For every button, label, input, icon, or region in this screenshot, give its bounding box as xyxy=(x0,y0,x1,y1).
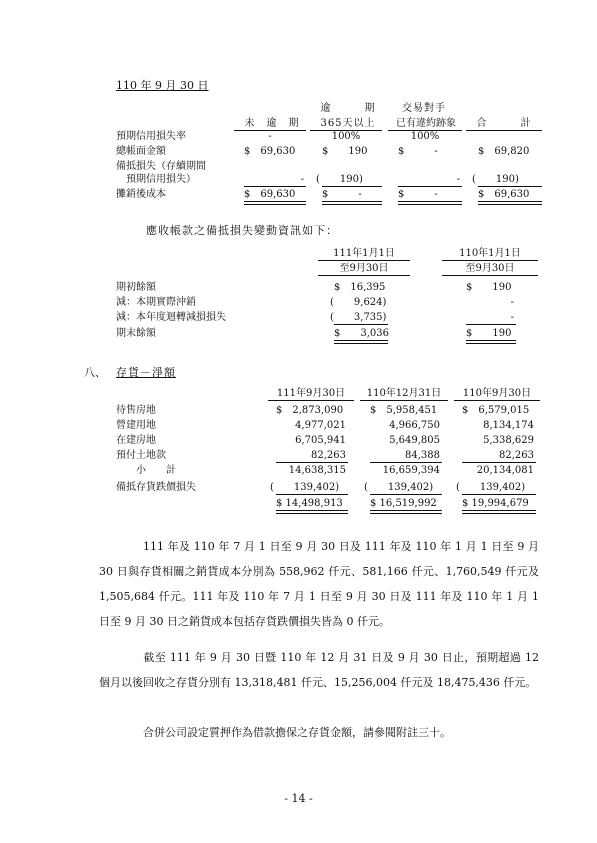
inventory-row-label: 預付土地款 xyxy=(116,450,166,461)
cell: 84,388 xyxy=(405,450,440,461)
allowance-col-b-line2: 至9月30日 xyxy=(465,263,515,274)
cell: 16,659,394 xyxy=(382,465,440,476)
subtotal-rule xyxy=(462,494,536,495)
row-label-allowance-2: 預期信用損失） xyxy=(116,174,196,185)
header-rule xyxy=(360,400,448,401)
allowance-row-label: 期末餘額 xyxy=(116,328,156,339)
header-rule xyxy=(318,275,410,276)
cell: ( 139,402) xyxy=(270,482,340,493)
cell: $ 190 xyxy=(466,282,512,293)
cell: $ - xyxy=(398,146,438,157)
header-rule xyxy=(454,400,540,401)
cell: ( 190) xyxy=(472,174,519,185)
inventory-row-label-subtotal: 小 計 xyxy=(136,465,176,476)
cell: ( 139,402) xyxy=(364,482,434,493)
allowance-row-label: 期初餘額 xyxy=(116,282,156,293)
cell: $ 69,630 xyxy=(244,189,296,200)
subtotal-rule xyxy=(334,324,388,325)
inventory-col-b: 110年12月31日 xyxy=(366,388,442,399)
allowance-col-a-line1: 111年1月1日 xyxy=(333,248,395,259)
total-double-rule xyxy=(334,340,388,344)
inventory-row-label: 待售房地 xyxy=(116,405,156,416)
cell: 4,977,021 xyxy=(295,420,346,431)
cell: 5,338,629 xyxy=(483,435,534,446)
paragraph-cost-of-sales-text: 111 年及 110 年 7 月 1 日至 9 月 30 日及 111 年及 110 年 1 月 1 日至 9 月 30 日與存貨相關之銷貨成本分別為 558,962 仟元、581,166 仟元、1,760,549 仟元及 1,505,684 仟元。111 年及 110 年 7 月 1 日至 9 月 30 日及 111 年及 110 年 1 月 1 日至 9 月 30 日之銷貨成本包括存貨跌價損失皆為 0 仟元。 xyxy=(99,540,539,628)
row-label-amortized: 攤銷後成本 xyxy=(116,189,166,200)
allowance-row-label: 減：本年度迴轉減損損失 xyxy=(116,312,226,323)
header-default-line1: 交易對手 xyxy=(402,103,446,114)
cell: 6,705,941 xyxy=(295,435,346,446)
cell: ( 190) xyxy=(316,174,363,185)
subtotal-rule xyxy=(466,324,516,325)
subtotal-rule xyxy=(398,186,462,187)
cell: $ 19,994,679 xyxy=(462,498,529,509)
inventory-col-a: 111年9月30日 xyxy=(276,388,346,399)
header-overdue-line1: 逾 期 xyxy=(320,103,376,114)
page-number: - 14 - xyxy=(284,792,313,805)
paragraph-pledge xyxy=(99,720,539,745)
total-double-rule xyxy=(478,201,542,205)
row-label-allowance-1: 備抵損失（存續期間 xyxy=(116,161,206,172)
subtotal-rule xyxy=(370,494,442,495)
paragraph-cost-of-sales xyxy=(99,534,539,634)
allowance-intro: 應收帳款之備抵損失變動資訊如下： xyxy=(146,224,338,237)
cell: $ - xyxy=(398,189,438,200)
row-label-gross: 總帳面金額 xyxy=(116,146,166,157)
cell: - xyxy=(510,297,514,308)
total-double-rule xyxy=(276,510,348,514)
cell: $ 6,579,015 xyxy=(462,405,530,416)
row-label-ecl-rate: 預期信用損失率 xyxy=(116,131,186,142)
inventory-row-label: 在建房地 xyxy=(116,435,156,446)
header-rule xyxy=(318,260,410,261)
subtotal-rule xyxy=(462,462,536,463)
cell: 14,638,315 xyxy=(288,465,346,476)
header-rule xyxy=(442,260,538,261)
cell: - xyxy=(268,131,272,142)
paragraph-pledge-text: 合併公司設定質押作為借款擔保之存貨金額，請參閱附註三十。 xyxy=(143,726,451,739)
cell: $ - xyxy=(322,189,362,200)
allowance-row-label: 減：本期實際沖銷 xyxy=(116,297,196,308)
cell: $ 5,958,451 xyxy=(370,405,438,416)
subtotal-rule xyxy=(370,462,442,463)
cell: - xyxy=(456,174,460,185)
total-double-rule xyxy=(244,201,306,205)
cell: ( 9,624) xyxy=(330,297,387,308)
header-default-line2: 已有違約跡象 xyxy=(396,118,456,129)
cell: $ 3,036 xyxy=(334,328,389,339)
subtotal-rule xyxy=(322,186,382,187)
header-not-overdue: 未 逾 期 xyxy=(244,118,300,129)
cell: $ 14,498,913 xyxy=(276,498,343,509)
cell: 20,134,081 xyxy=(476,465,534,476)
inventory-row-label: 營建用地 xyxy=(116,420,156,431)
cell: 5,649,805 xyxy=(389,435,440,446)
paragraph-recovery xyxy=(99,645,539,695)
paragraph-recovery-text: 截至 111 年 9 月 30 日暨 110 年 12 月 31 日及 9 月 30 日止，預期超過 12 個月以後回收之存貨分別有 13,318,481 仟元、15,256,004 仟元及 18,475,436 仟元。 xyxy=(99,651,539,689)
cell: $ 190 xyxy=(322,146,368,157)
header-overdue-line2: 365天以上 xyxy=(320,118,376,129)
subtotal-rule xyxy=(244,186,306,187)
cell: ( 139,402) xyxy=(456,482,526,493)
cell: $ 16,395 xyxy=(334,282,386,293)
cell: $ 69,630 xyxy=(478,189,530,200)
total-double-rule xyxy=(322,201,382,205)
header-total: 合 計 xyxy=(476,118,532,129)
header-rule xyxy=(442,275,538,276)
cell: $ 16,519,992 xyxy=(370,498,437,509)
cell: 100% xyxy=(410,131,440,142)
cell: 4,966,750 xyxy=(389,420,440,431)
cell: 82,263 xyxy=(311,450,346,461)
cell: 82,263 xyxy=(499,450,534,461)
subtotal-rule xyxy=(276,462,348,463)
allowance-col-a-line2: 至9月30日 xyxy=(339,263,389,274)
header-rule-4 xyxy=(466,130,542,131)
header-rule xyxy=(268,400,354,401)
cell: ( 3,735) xyxy=(330,312,387,323)
cell: - xyxy=(300,174,304,185)
total-double-rule xyxy=(398,201,462,205)
cell: $ 69,820 xyxy=(478,146,530,157)
aging-date-heading: 110 年 9 月 30 日 xyxy=(116,79,209,92)
subtotal-rule xyxy=(276,494,348,495)
total-double-rule xyxy=(466,340,516,344)
section-title: 存貨－淨額 xyxy=(116,366,176,379)
section-number: 八、 xyxy=(84,366,106,379)
cell: $ 2,873,090 xyxy=(276,405,344,416)
total-double-rule xyxy=(370,510,442,514)
allowance-col-b-line1: 110年1月1日 xyxy=(459,248,521,259)
inventory-row-label: 備抵存貨跌價損失 xyxy=(116,482,196,493)
inventory-col-c: 110年9月30日 xyxy=(462,388,532,399)
cell: $ 190 xyxy=(466,328,512,339)
total-double-rule xyxy=(462,510,536,514)
cell: $ 69,630 xyxy=(244,146,296,157)
subtotal-rule xyxy=(478,186,542,187)
cell: - xyxy=(510,312,514,323)
cell: 8,134,174 xyxy=(483,420,534,431)
cell: 100% xyxy=(331,131,361,142)
